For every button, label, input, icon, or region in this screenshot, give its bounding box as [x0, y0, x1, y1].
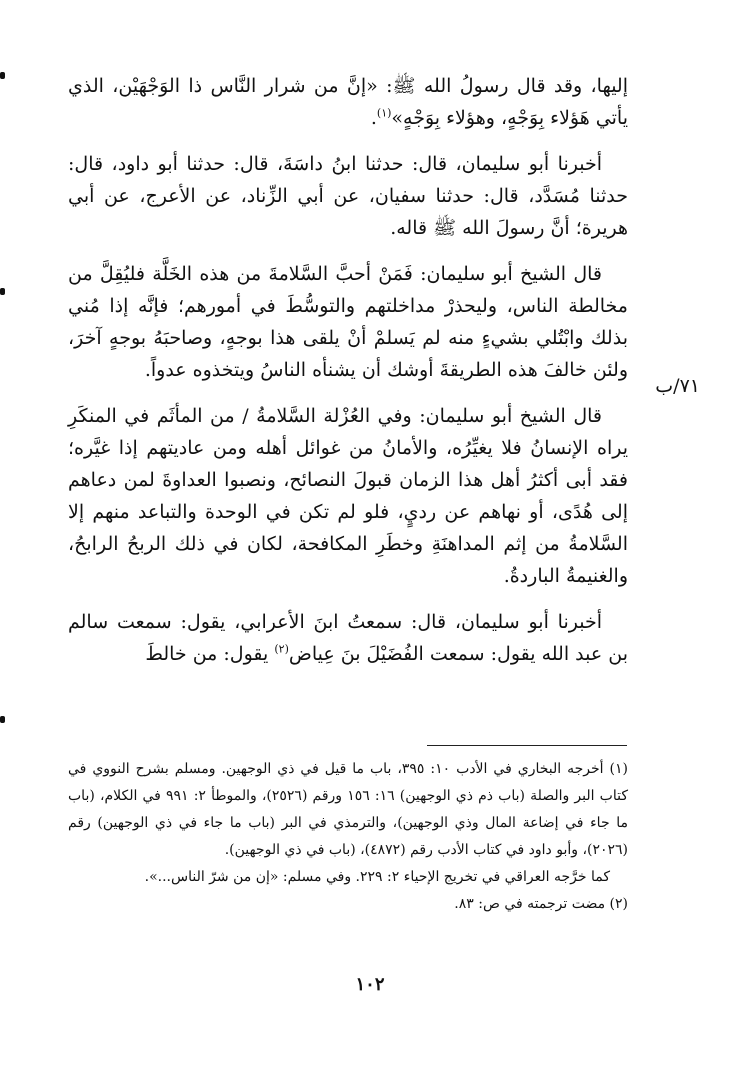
paragraph-5-text: أخبرنا أبو سليمان، قال: سمعتُ ابنَ الأعرابي، يقول: سمعت سالم بن عبد الله يقول: سمعت الفُضَيْلَ بنَ عِياض [68, 611, 628, 665]
paragraph-2: أخبرنا أبو سليمان، قال: حدثنا ابنُ داسَةَ، قال: حدثنا أبو داود، قال: حدثنا مُسَدَّد، قال: حدثنا سفيان، عن أبي الزِّناد، عن الأعرج، عن أبي هريرة؛ أنَّ رسولَ الله ﷺ قاله. [68, 153, 628, 239]
footnote-separator [427, 745, 627, 746]
footnote-2: (٢) مضت ترجمته في ص: ٨٣. [454, 896, 628, 912]
footnote-ref-1[interactable]: (١) [376, 106, 392, 120]
manuscript-folio-note: ٧١/ب [655, 375, 700, 397]
footnotes [68, 756, 628, 918]
footnote-1-continuation: كما خرَّجه العراقي في تخريج الإحياء ٢: ٢٢٩. وفي مسلم: «إن من شرّ الناس...». [144, 869, 610, 885]
paragraph-5 [68, 606, 628, 670]
paragraph-1 [68, 70, 628, 134]
paragraph-4: قال الشيخ أبو سليمان: وفي العُزْلة السَّلامةُ / من المأثَم في المنكَرِ يراه الإنسانُ فلا يغيِّرُه، والأمانُ من غوائل أهله ومن عاديتهم إذا غيَّره؛ فقد أبى أكثرُ أهل هذا الزمان قبولَ النصائح، ونصبوا العداوةَ لمن دعاهم إلى هُدًى، أو نهاهم عن رديٍ، فلو لم تكن في الوحدة والتباعد منهم إلا السَّلامةُ من إثم المداهنَةِ وخطَرِ المكافحة، لكان في ذلك الربحُ الرابحُ، والغنيمةُ الباردةُ. [68, 405, 628, 587]
scan-edge-mark [0, 716, 5, 723]
paragraph-3: قال الشيخ أبو سليمان: فَمَنْ أحبَّ السَّلامةَ من هذه الخَلَّة فليُقِلَّ من مخالطة الناس، وليحذرْ مداخلتهم والتوسُّطَ في أمورهم؛ فإنَّه إذا مُني بذلك وابْتُلي بشيءٍ منه لم يَسلمْ أنْ يلقى هذا بوجهٍ، وصاحبَهُ بوجهٍ آخرَ، ولئن خالفَ هذه الطريقةَ أوشك أن يشنأه الناسُ ويتخذوه عدواً. [68, 263, 628, 381]
scan-edge-mark [0, 72, 5, 79]
main-text [68, 70, 628, 684]
footnote-1: (١) أخرجه البخاري في الأدب ١٠: ٣٩٥، باب ما قيل في ذي الوجهين. ومسلم بشرح النووي في كتاب البر والصلة (باب ذم ذي الوجهين) ١٦: ١٥٦ ورقم (٢٥٢٦)، والموطأ ٢: ٩٩١ في الكلام، (باب ما جاء في إضاعة المال وذي الوجهين)، والترمذي في البر (باب ما جاء في ذي الوجهين) رقم (٢٠٢٦)، وأبو داود في كتاب الأدب رقم (٤٨٧٢)، (باب في ذي الوجهين). [68, 761, 628, 858]
paragraph-5-end: يقول: من خالطَ [145, 643, 275, 665]
paragraph-1-end: . [370, 107, 377, 129]
scan-edge-mark [0, 288, 5, 295]
page-number: ١٠٢ [355, 974, 385, 995]
paragraph-1-text: إليها، وقد قال رسولُ الله ﷺ: «إنَّ من شرار النَّاس ذا الوَجْهَيْن، الذي يأتي هَؤلاء بِوَجْهٍ، وهؤلاء بِوَجْهٍ» [68, 75, 628, 129]
footnote-ref-2[interactable]: (٢) [274, 642, 289, 656]
